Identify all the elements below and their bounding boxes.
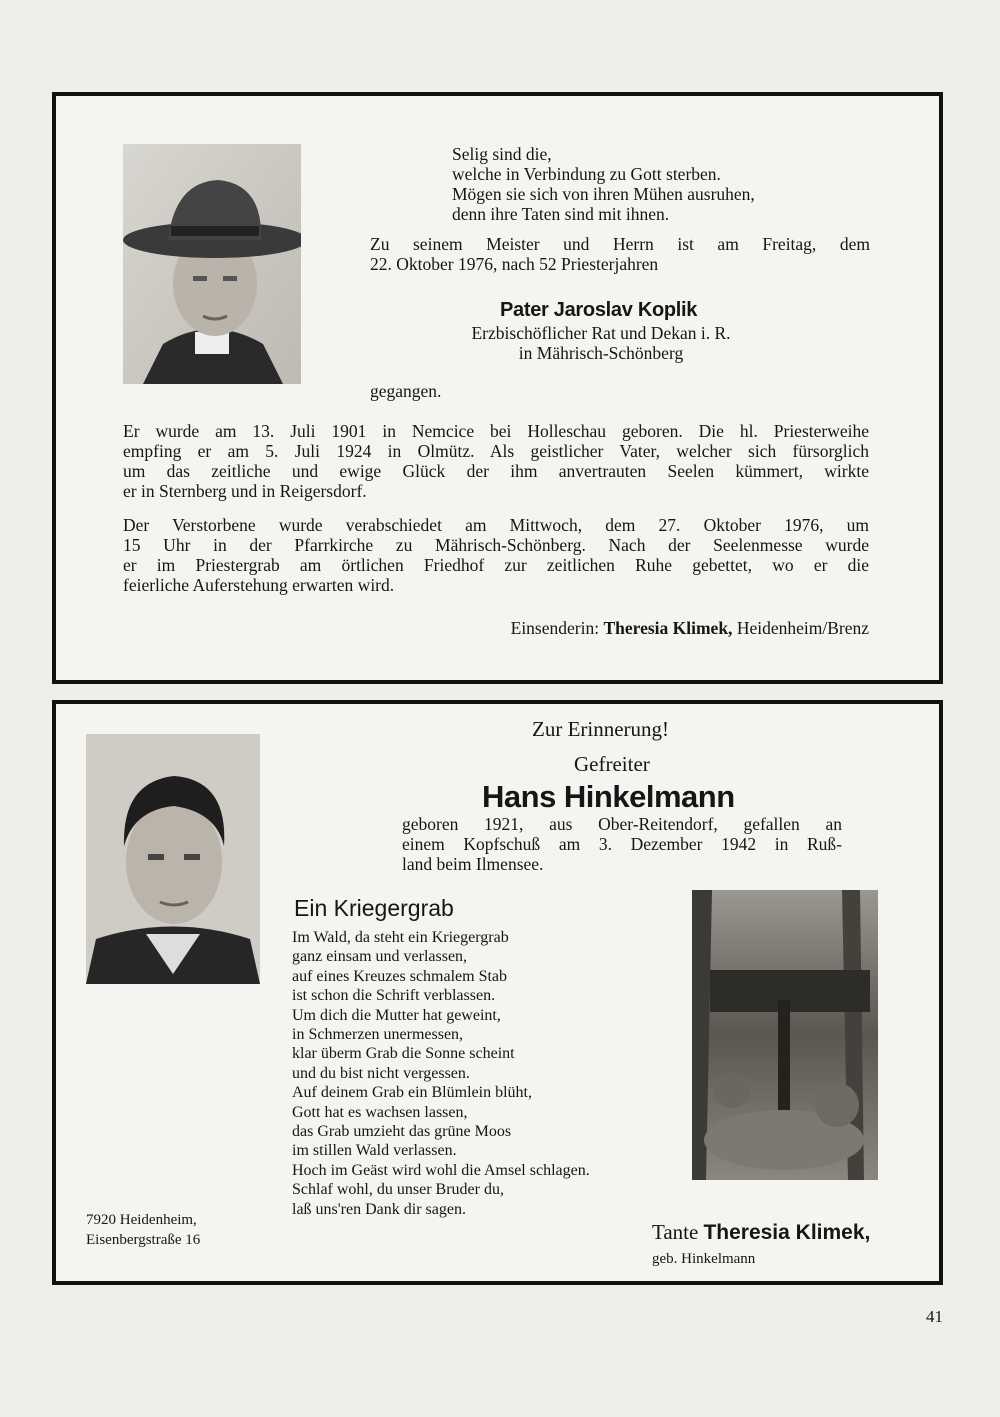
poem-line: Schlaf wohl, du unser Bruder du, [292, 1181, 504, 1199]
page-number: 41 [926, 1307, 943, 1326]
deceased-title [406, 323, 796, 363]
detail-line: geboren 1921, aus Ober-Reitendorf, gefallen an [402, 814, 842, 834]
biography [123, 421, 869, 501]
bio-line: er in Sternberg und in Reigersdorf. [123, 481, 367, 501]
sender-place: Heidenheim/Brenz [736, 618, 869, 638]
funeral-line: Der Verstorbene wurde verabschiedet am Mittwoch, dem 27. Oktober 1976, um [123, 515, 869, 535]
bio-line: um das zeitliche und ewige Glück der ihm anvertrauten Seelen kümmert, wirkte [123, 461, 869, 481]
soldier-name: Hans Hinkelmann [482, 779, 735, 814]
sender-name: Theresia Klimek, [603, 618, 733, 638]
poem-line: Hoch im Geäst wird wohl die Amsel schlagen. [292, 1161, 590, 1179]
bio-line: Er wurde am 13. Juli 1901 in Nemcice bei Holleschau geboren. Die hl. Priesterweihe [123, 421, 869, 441]
military-rank: Gefreiter [574, 752, 650, 776]
bio-line: empfing er am 5. Juli 1924 in Olmütz. Als geistlicher Vater, welcher sich fürsorglich [123, 441, 869, 461]
remembrance-heading: Zur Erinnerung! [532, 717, 670, 741]
intro-line: 22. Oktober 1976, nach 52 Priesterjahren [370, 254, 659, 274]
poem-line: im stillen Wald verlassen. [292, 1142, 457, 1160]
title-line: Erzbischöflicher Rat und Dekan i. R. [471, 323, 731, 343]
portrait-photo-soldier [86, 734, 260, 984]
address-line: 7920 Heidenheim, [86, 1212, 197, 1228]
verse-line: denn ihre Taten sind mit ihnen. [452, 204, 670, 224]
sender-credit [511, 618, 869, 638]
funeral-details [123, 515, 869, 595]
address-line: Eisenbergstraße 16 [86, 1232, 201, 1248]
portrait-photo-priest [123, 144, 301, 384]
poem-line: ist schon die Schrift verblassen. [292, 987, 496, 1005]
detail-line: einem Kopfschuß am 3. Dezember 1942 in Ruß- [402, 834, 842, 854]
funeral-line: 15 Uhr in der Pfarrkirche zu Mährisch-Schönberg. Nach der Seelenmesse wurde [123, 535, 869, 555]
verse-line: Mögen sie sich von ihren Mühen ausruhen, [452, 184, 755, 204]
death-announcement [370, 234, 870, 274]
poem-line: laß uns'ren Dank dir sagen. [292, 1200, 466, 1218]
poem-line: Gott hat es wachsen lassen, [292, 1103, 468, 1121]
sender-address [86, 1210, 200, 1250]
deceased-name: Pater Jaroslav Koplik [500, 299, 698, 321]
poem-title: Ein Kriegergrab [294, 895, 454, 921]
obituary-notice-koplik [52, 92, 943, 684]
memorial-notice-hinkelmann [52, 700, 943, 1285]
verse-line: Selig sind die, [452, 144, 552, 164]
poem-line: in Schmerzen unermessen, [292, 1026, 464, 1044]
soldier-details [402, 814, 842, 874]
sender-maiden-name: geb. Hinkelmann [652, 1251, 756, 1267]
verse-line: welche in Verbindung zu Gott sterben. [452, 164, 721, 184]
poem [292, 928, 590, 1219]
poem-line: Auf deinem Grab ein Blümlein blüht, [292, 1084, 532, 1102]
sender-name: Theresia Klimek, [703, 1221, 871, 1244]
poem-line: Im Wald, da steht ein Kriegergrab [292, 929, 509, 946]
poem-line: das Grab umzieht das grüne Moos [292, 1123, 512, 1141]
poem-line: und du bist nicht vergessen. [292, 1064, 470, 1082]
grave-photo [692, 890, 878, 1180]
detail-line: land beim Ilmensee. [402, 854, 544, 874]
intro-line: Zu seinem Meister und Herrn ist am Freitag, dem [370, 234, 870, 254]
poem-line: auf eines Kreuzes schmalem Stab [292, 967, 508, 985]
bible-verse [452, 144, 755, 224]
sender-signature [652, 1220, 870, 1245]
sender-prefix: Tante [652, 1220, 699, 1244]
poem-line: ganz einsam und verlassen, [292, 948, 468, 966]
funeral-line: er im Priestergrab am örtlichen Friedhof zur zeitlichen Ruhe gebettet, wo er die [123, 555, 869, 575]
title-line: in Mährisch-Schönberg [518, 343, 684, 363]
gone-text: gegangen. [370, 381, 442, 401]
sender-label: Einsenderin: [510, 618, 600, 638]
poem-line: klar überm Grab die Sonne scheint [292, 1045, 515, 1063]
poem-line: Um dich die Mutter hat geweint, [292, 1006, 501, 1024]
funeral-line: feierliche Auferstehung erwarten wird. [123, 575, 395, 595]
